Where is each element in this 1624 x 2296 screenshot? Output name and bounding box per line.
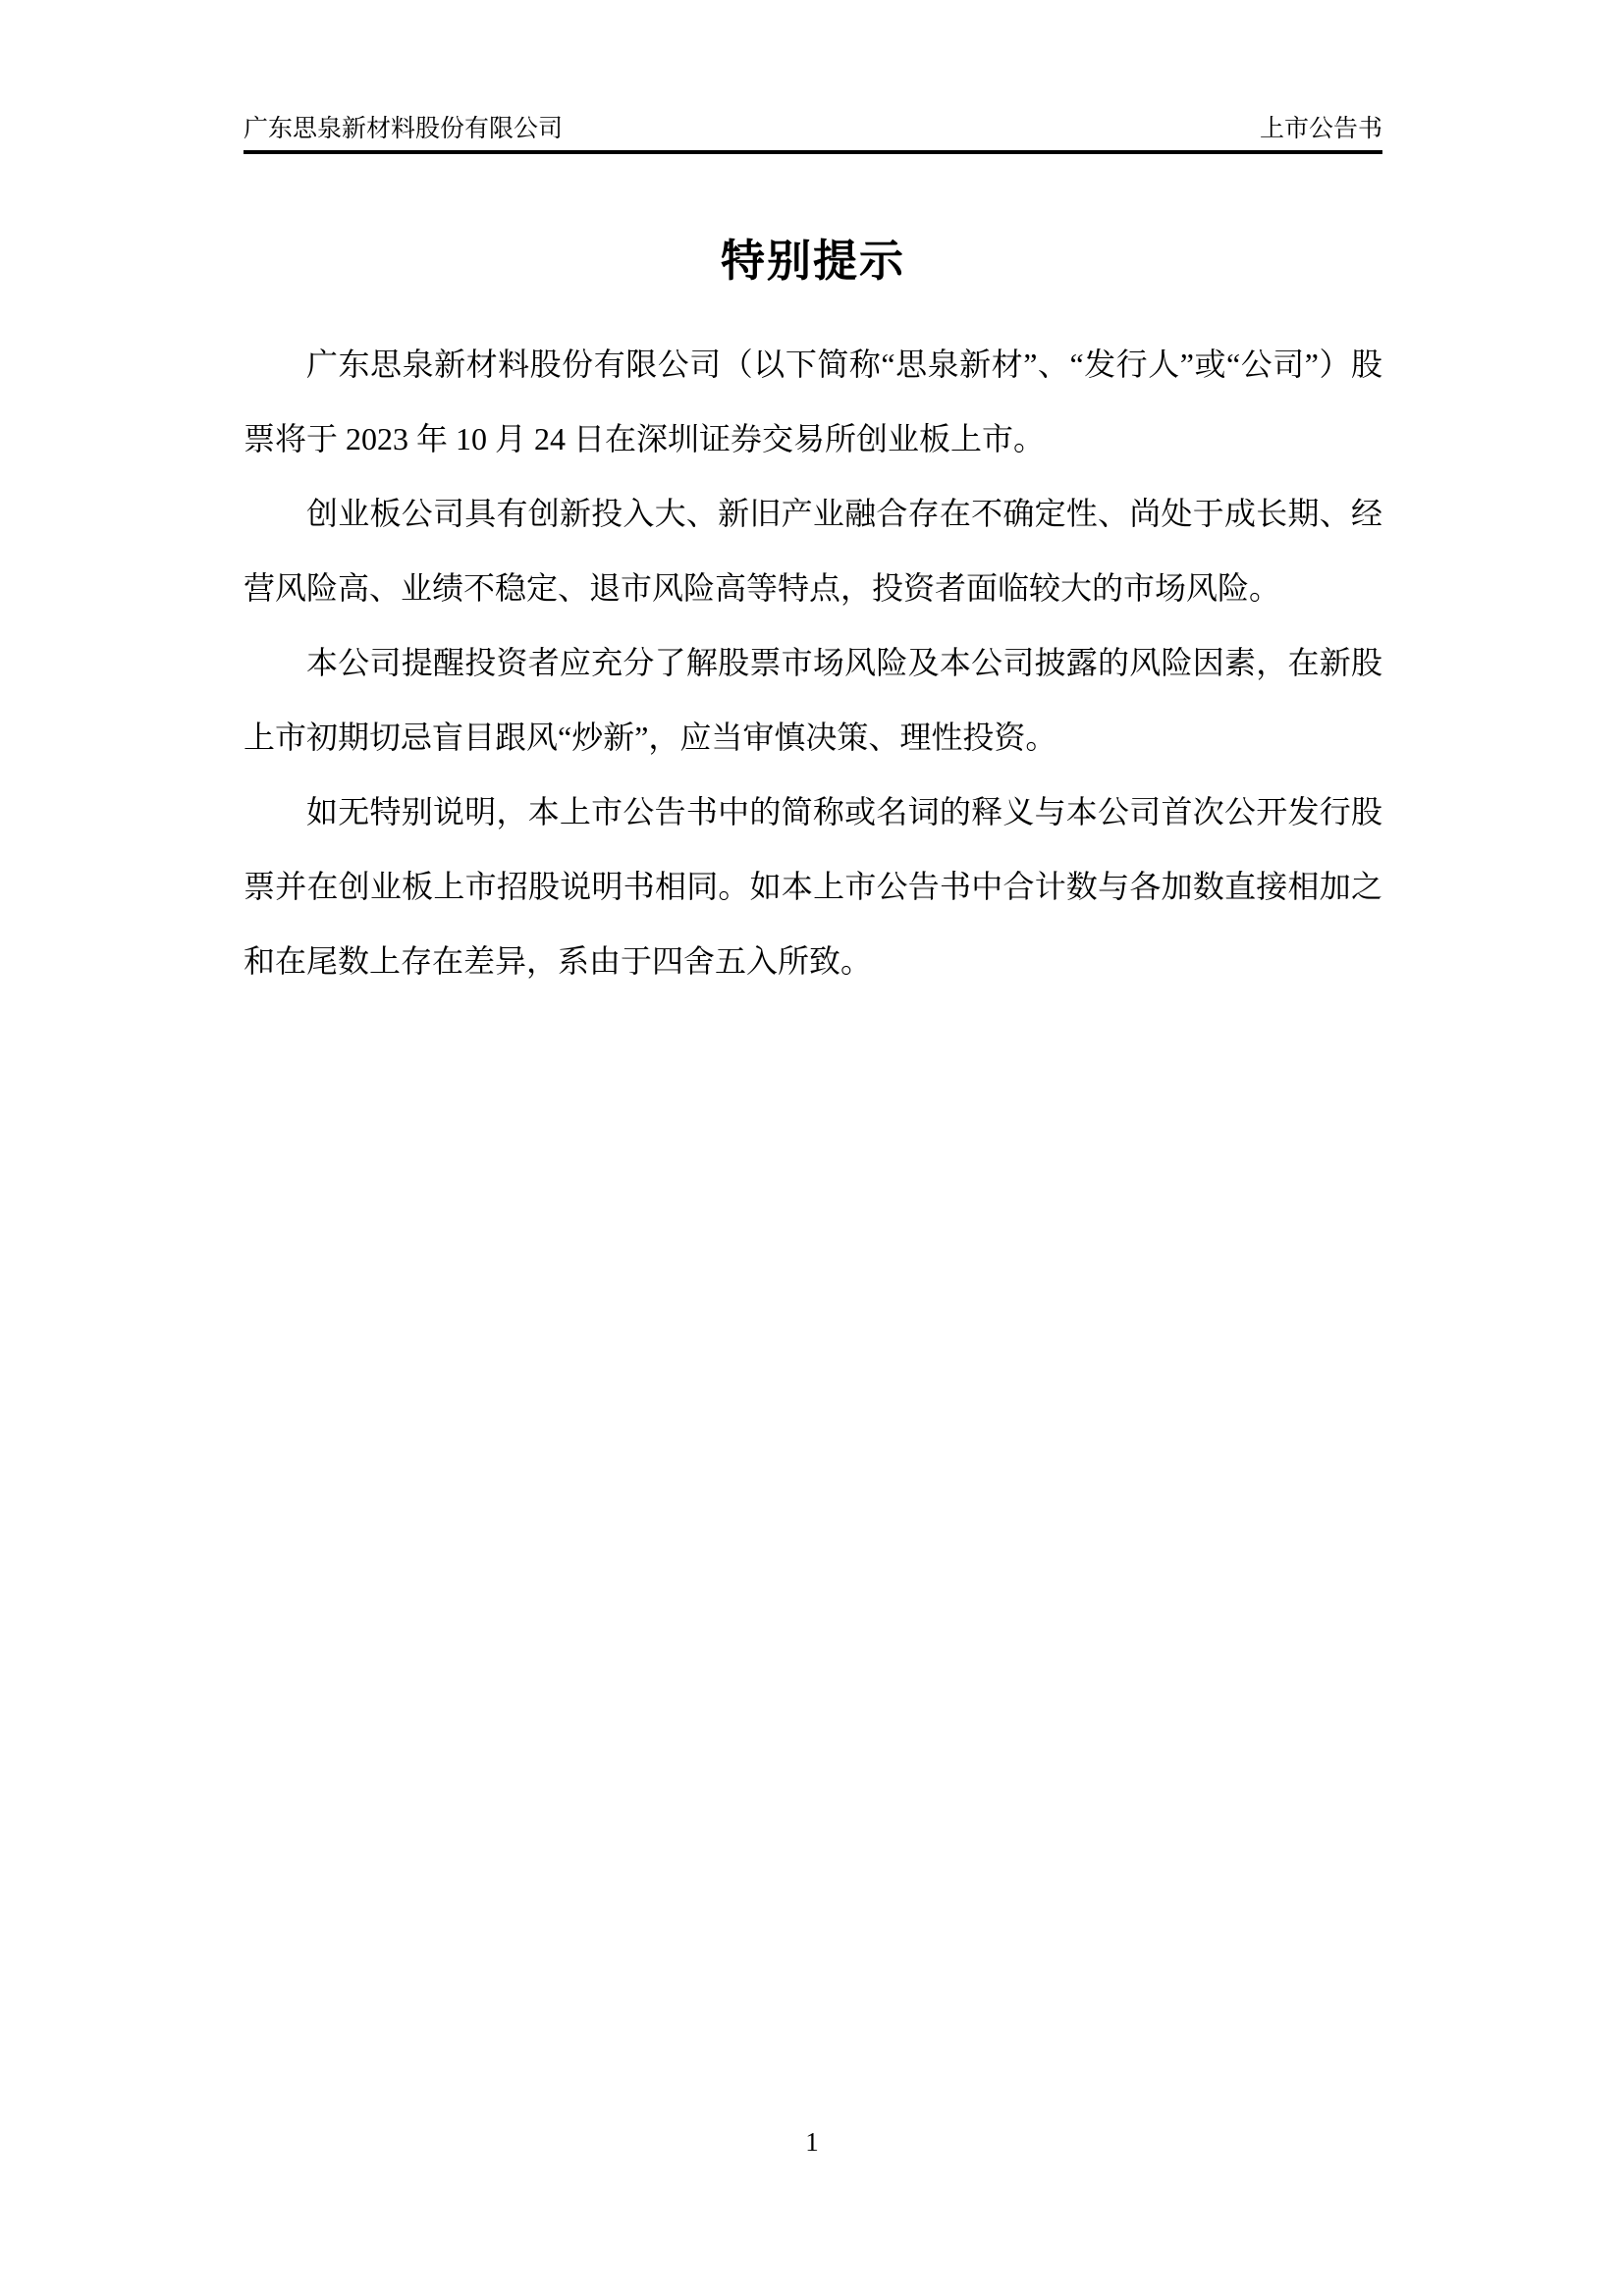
page-content (0, 0, 1624, 998)
header-company-name: 广东思泉新材料股份有限公司 (244, 116, 564, 142)
paragraph-gem-risk: 创业板公司具有创新投入大、新旧产业融合存在不确定性、尚处于成长期、经营风险高、业绩不稳定、退市风险高等特点，投资者面临较大的市场风险。 (244, 496, 1382, 606)
page-header (244, 0, 1382, 154)
paragraph-investor-reminder: 本公司提醒投资者应充分了解股票市场风险及本公司披露的风险因素，在新股上市初期切忌盲目跟风“炒新”，应当审慎决策、理性投资。 (244, 645, 1382, 755)
body-text (244, 327, 1382, 998)
header-doc-type: 上市公告书 (1259, 116, 1382, 142)
page-number: 1 (805, 2127, 819, 2157)
section-title: 特别提示 (720, 236, 905, 286)
paragraph-listing-notice: 广东思泉新材料股份有限公司（以下简称“思泉新材”、“发行人”或“公司”）股票将于 2023 年 10 月 24 日在深圳证券交易所创业板上市。 (244, 347, 1382, 456)
paragraph-terms-definition: 如无特别说明，本上市公告书中的简称或名词的释义与本公司首次公开发行股票并在创业板上市招股说明书相同。如本上市公告书中合计数与各加数直接相加之和在尾数上存在差异，系由于四舍五入所致。 (244, 794, 1382, 979)
